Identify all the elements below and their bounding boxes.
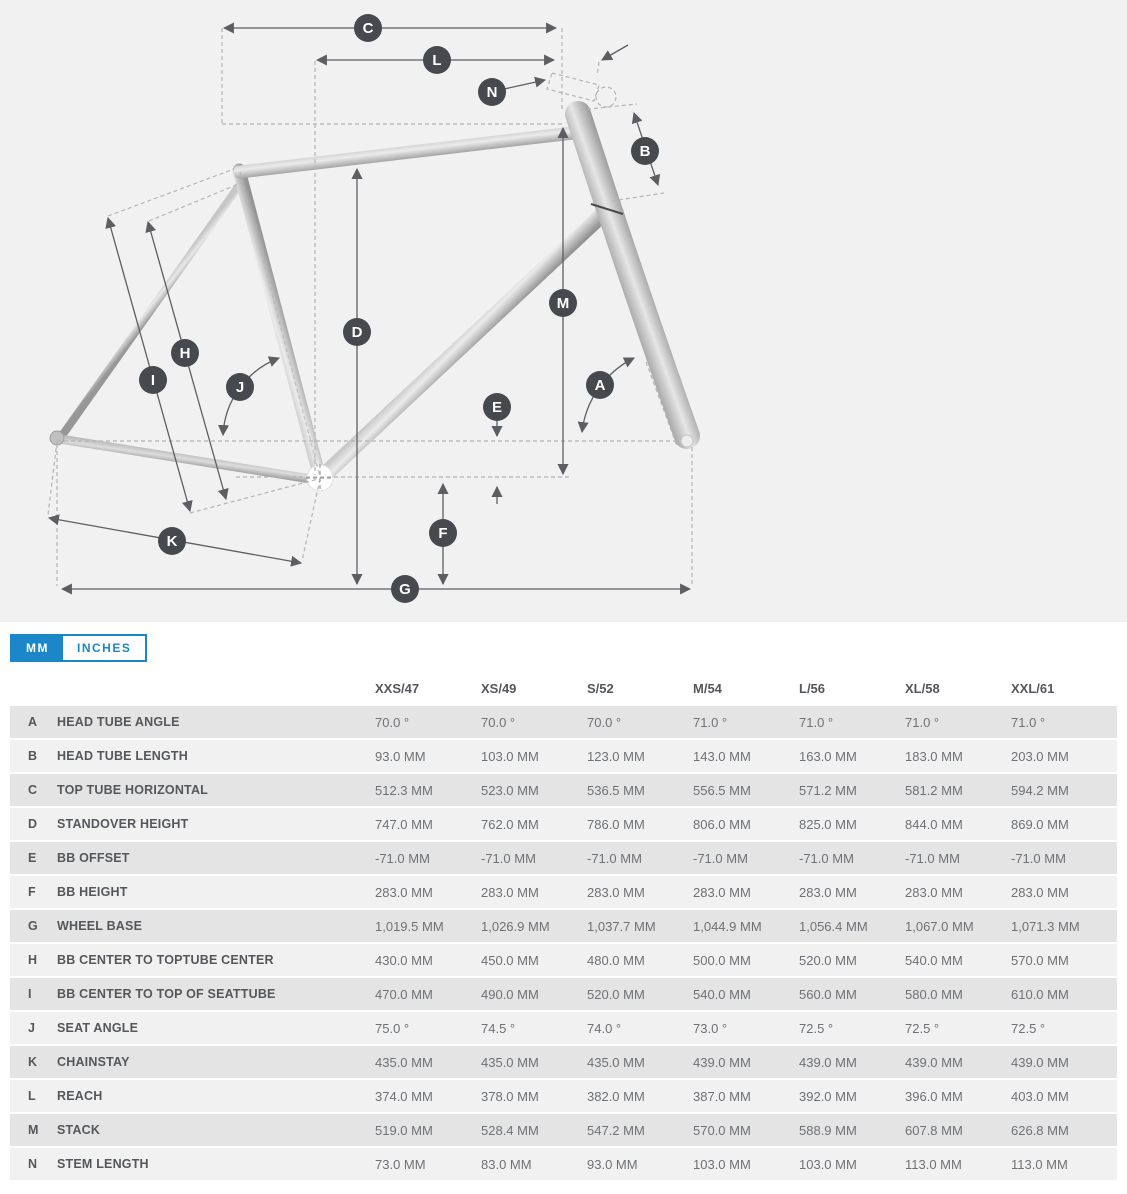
row-value: 75.0 ° [375,1020,410,1036]
row-value: 71.0 ° [693,714,728,730]
table-row [10,1148,1117,1180]
row-value: 374.0 MM [375,1088,433,1104]
row-value: -71.0 MM [905,850,960,866]
stem-outline [547,73,599,101]
svg-text:K: K [166,533,178,550]
row-value: 435.0 MM [587,1054,645,1070]
row-value: 283.0 MM [693,884,751,900]
row-value: 1,037.7 MM [587,918,656,934]
row-value: 435.0 MM [375,1054,433,1070]
svg-text:H: H [179,345,191,362]
row-value: 103.0 MM [481,748,539,764]
svg-text:B: B [639,143,651,160]
table-row [10,842,1117,874]
diagram-label-h [171,339,199,367]
row-value: 519.0 MM [375,1122,433,1138]
row-measurement-name: SEAT ANGLE [57,1021,139,1035]
table-row [10,1080,1117,1112]
svg-text:N: N [486,84,498,101]
geometry-table [10,662,1117,1180]
row-value: 93.0 MM [587,1156,638,1172]
row-letter: A [28,715,38,729]
row-measurement-name: CHAINSTAY [57,1055,130,1069]
row-value: 607.8 MM [905,1122,963,1138]
diagram-label-m [549,289,577,317]
row-value: 163.0 MM [799,748,857,764]
row-value: 450.0 MM [481,952,539,968]
row-value: 536.5 MM [587,782,645,798]
row-value: 570.0 MM [1011,952,1069,968]
table-row [10,978,1117,1010]
row-letter: J [28,1021,35,1035]
row-value: 392.0 MM [799,1088,857,1104]
row-value: 523.0 MM [481,782,539,798]
row-value: 283.0 MM [799,884,857,900]
row-value: 1,056.4 MM [799,918,868,934]
row-measurement-name: TOP TUBE HORIZONTAL [57,783,209,797]
row-value: 588.9 MM [799,1122,857,1138]
unit-toggle [10,634,147,662]
diagram-label-d [343,318,371,346]
row-value: -71.0 MM [481,850,536,866]
row-value: 512.3 MM [375,782,433,798]
row-value: 70.0 ° [375,714,410,730]
row-letter: D [28,817,38,831]
mm-toggle-button[interactable]: MM [12,636,63,660]
svg-text:D: D [351,324,363,341]
table-row [10,808,1117,840]
diagram-label-b [631,137,659,165]
row-value: 626.8 MM [1011,1122,1069,1138]
diagram-label-l [423,46,451,74]
row-value: 123.0 MM [587,748,645,764]
row-value: 747.0 MM [375,816,433,832]
row-letter: I [28,987,32,1001]
row-value: 869.0 MM [1011,816,1069,832]
row-value: 1,019.5 MM [375,918,444,934]
row-value: 786.0 MM [587,816,645,832]
svg-text:G: G [399,581,411,598]
svg-text:J: J [235,379,245,396]
row-value: 283.0 MM [587,884,645,900]
table-row [10,706,1117,738]
row-value: 439.0 MM [905,1054,963,1070]
row-letter: N [28,1157,38,1171]
svg-text:M: M [556,295,570,312]
row-value: 72.5 ° [1011,1020,1046,1036]
diagram-label-e [483,393,511,421]
row-measurement-name: REACH [57,1089,103,1103]
svg-text:A: A [594,377,606,394]
size-column-header: XXL/61 [1011,681,1055,696]
row-value: 594.2 MM [1011,782,1069,798]
row-value: 70.0 ° [587,714,622,730]
row-value: 547.2 MM [587,1122,645,1138]
row-value: 580.0 MM [905,986,963,1002]
diagram-label-k [158,527,186,555]
row-value: 762.0 MM [481,816,539,832]
row-value: 283.0 MM [1011,884,1069,900]
construction-lines [48,28,692,586]
seatstay-tube [61,183,241,437]
front-dropout [681,435,693,447]
size-column-header: L/56 [799,681,826,696]
row-measurement-name: HEAD TUBE LENGTH [57,749,188,763]
diagram-label-c [354,14,382,42]
row-value: 72.5 ° [905,1020,940,1036]
row-value: 203.0 MM [1011,748,1069,764]
handlebar-clamp-outline [596,87,616,107]
row-value: 480.0 MM [587,952,645,968]
row-value: 70.0 ° [481,714,516,730]
row-letter: G [28,919,38,933]
row-value: 378.0 MM [481,1088,539,1104]
size-column-header: XL/58 [905,681,940,696]
row-value: 113.0 MM [1011,1156,1068,1172]
row-value: 556.5 MM [693,782,751,798]
row-letter: H [28,953,38,967]
row-measurement-name: BB HEIGHT [57,885,128,899]
table-row [10,944,1117,976]
row-value: -71.0 MM [693,850,748,866]
row-value: 387.0 MM [693,1088,751,1104]
size-header-row [10,662,1117,706]
row-value: 71.0 ° [905,714,940,730]
row-value: 74.5 ° [481,1020,516,1036]
row-value: 520.0 MM [799,952,857,968]
row-measurement-name: STANDOVER HEIGHT [57,817,189,831]
row-value: 283.0 MM [481,884,539,900]
row-value: 560.0 MM [799,986,857,1002]
row-value: 806.0 MM [693,816,751,832]
row-value: 74.0 ° [587,1020,622,1036]
row-value: 1,044.9 MM [693,918,762,934]
row-value: 439.0 MM [799,1054,857,1070]
row-value: 396.0 MM [905,1088,963,1104]
diagram-label-i [139,366,167,394]
size-column-header: XXS/47 [375,681,420,696]
row-value: 183.0 MM [905,748,963,764]
diagram-label-j [226,373,254,401]
row-value: 430.0 MM [375,952,433,968]
row-letter: F [28,885,36,899]
table-row [10,1046,1117,1078]
row-value: 103.0 MM [799,1156,857,1172]
size-column-header: M/54 [693,681,722,696]
dimension-lines [49,28,690,589]
row-value: 71.0 ° [1011,714,1046,730]
row-value: 73.0 MM [375,1156,426,1172]
row-value: 581.2 MM [905,782,963,798]
row-value: 72.5 ° [799,1020,834,1036]
row-value: 825.0 MM [799,816,857,832]
svg-text:F: F [438,525,448,542]
row-value: 73.0 ° [693,1020,728,1036]
row-value: -71.0 MM [587,850,642,866]
table-row [10,774,1117,806]
row-value: 71.0 ° [799,714,834,730]
row-value: -71.0 MM [799,850,854,866]
row-measurement-name: BB CENTER TO TOPTUBE CENTER [57,953,274,967]
row-value: 1,026.9 MM [481,918,550,934]
row-measurement-name: STACK [57,1123,101,1137]
row-letter: K [28,1055,38,1069]
row-measurement-name: STEM LENGTH [57,1157,149,1171]
row-value: 570.0 MM [693,1122,751,1138]
row-value: 439.0 MM [693,1054,751,1070]
row-value: 844.0 MM [905,816,963,832]
chainstay-tube [60,439,317,480]
row-value: 1,067.0 MM [905,918,974,934]
row-value: -71.0 MM [375,850,430,866]
row-value: 435.0 MM [481,1054,539,1070]
row-letter: E [28,851,37,865]
row-letter: L [28,1089,36,1103]
row-value: 143.0 MM [693,748,751,764]
row-value: 83.0 MM [481,1156,532,1172]
table-row [10,1114,1117,1146]
row-value: 610.0 MM [1011,986,1069,1002]
svg-text:C: C [362,20,374,37]
row-value: 283.0 MM [905,884,963,900]
row-value: 93.0 MM [375,748,426,764]
row-value: 540.0 MM [693,986,751,1002]
svg-text:E: E [491,399,503,416]
diagram-label-n [478,78,506,106]
row-letter: C [28,783,38,797]
row-letter: M [28,1123,39,1137]
row-value: 1,071.3 MM [1011,918,1080,934]
svg-text:I: I [150,372,156,389]
row-value: 283.0 MM [375,884,433,900]
table-row [10,876,1117,908]
diagram-label-g [391,575,419,603]
row-letter: B [28,749,38,763]
svg-text:L: L [432,52,442,69]
row-value: 520.0 MM [587,986,645,1002]
row-measurement-name: WHEEL BASE [57,919,143,933]
row-value: 540.0 MM [905,952,963,968]
row-value: 103.0 MM [693,1156,751,1172]
row-value: 571.2 MM [799,782,857,798]
diagram-label-a [586,371,614,399]
bike-frame [50,114,693,491]
row-value: 500.0 MM [693,952,751,968]
row-measurement-name: HEAD TUBE ANGLE [57,715,180,729]
diagram-label-f [429,519,457,547]
inches-toggle-button[interactable]: INCHES [63,636,145,660]
dim-n-stem-length [504,80,545,89]
row-measurement-name: BB OFFSET [57,851,130,865]
table-body [10,706,1117,1180]
row-measurement-name: BB CENTER TO TOP OF SEATTUBE [57,987,276,1001]
table-row [10,910,1117,942]
size-column-header: XS/49 [481,681,517,696]
dim-stem-pointer [602,45,628,60]
top-tube [240,133,573,172]
size-column-header: S/52 [587,681,614,696]
table-row [10,1012,1117,1044]
row-value: 470.0 MM [375,986,433,1002]
row-value: 382.0 MM [587,1088,645,1104]
row-value: 403.0 MM [1011,1088,1069,1104]
row-value: 113.0 MM [905,1156,962,1172]
row-value: 439.0 MM [1011,1054,1069,1070]
row-value: 528.4 MM [481,1122,539,1138]
row-value: -71.0 MM [1011,850,1066,866]
row-value: 490.0 MM [481,986,539,1002]
table-row [10,740,1117,772]
